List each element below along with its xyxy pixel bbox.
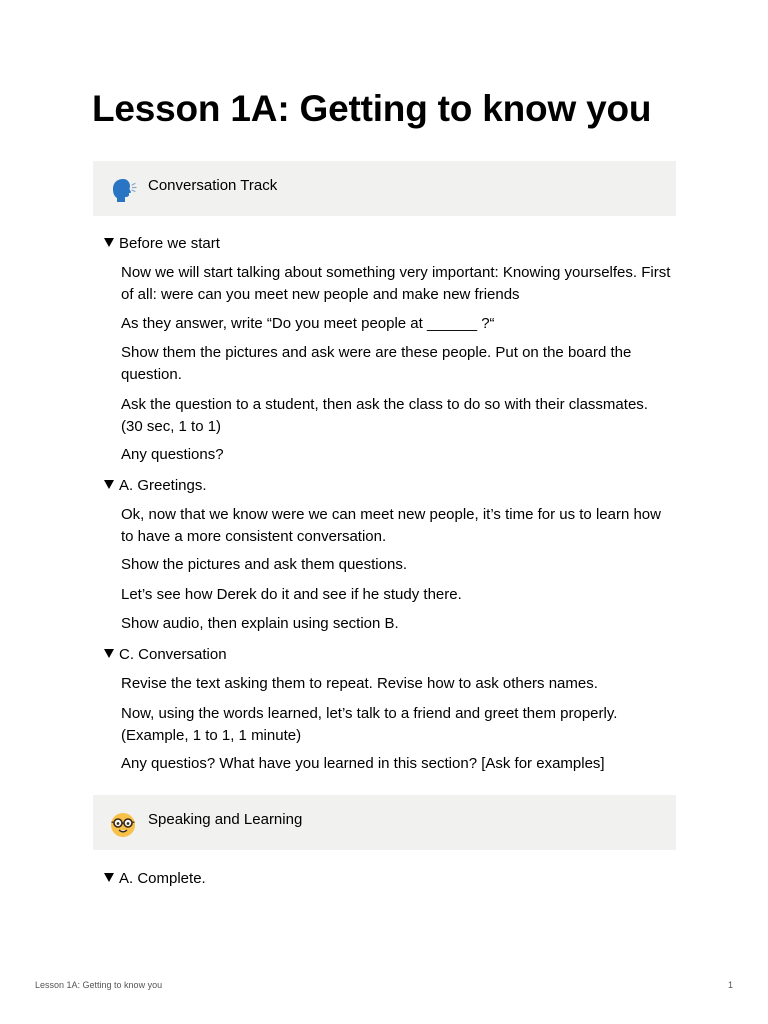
- paragraph: Show the pictures and ask them questions.: [121, 556, 407, 573]
- paragraph: Any questios? What have you learned in this section? [Ask for examples]: [121, 755, 605, 772]
- callout-label: Conversation Track: [148, 177, 278, 194]
- page-title: Lesson 1A: Getting to know you: [92, 88, 652, 129]
- toggle-triangle-icon[interactable]: [104, 238, 114, 247]
- paragraph: Show audio, then explain using section B.: [121, 615, 399, 632]
- toggle-triangle-icon[interactable]: [104, 480, 114, 489]
- speaking-head-icon: [109, 176, 137, 204]
- toggle-complete[interactable]: [104, 870, 206, 888]
- toggle-heading: A. Greetings.: [119, 477, 207, 494]
- paragraph: Ok, now that we know were we can meet new people, it’s time for us to learn how to have a more consistent conversation.: [121, 506, 661, 545]
- callout-speaking-and-learning: [93, 795, 676, 850]
- footer-page-number: 1: [727, 980, 733, 990]
- footer-doc-title: Lesson 1A: Getting to know you: [35, 980, 163, 990]
- toggle-heading: C. Conversation: [119, 646, 227, 663]
- toggle-triangle-icon[interactable]: [104, 649, 114, 658]
- paragraph: Ask the question to a student, then ask the class to do so with their classmates. (30 sec, 1 to 1): [121, 396, 648, 435]
- paragraph: Any questions?: [121, 446, 224, 463]
- paragraph: Show them the pictures and ask were are these people. Put on the board the question.: [121, 344, 632, 383]
- toggle-greetings[interactable]: [104, 477, 207, 495]
- paragraph: Now, using the words learned, let’s talk to a friend and greet them properly. (Example, 1 to 1, 1 minute): [121, 705, 618, 744]
- toggle-heading: A. Complete.: [119, 870, 206, 887]
- toggle-triangle-icon[interactable]: [104, 873, 114, 882]
- paragraph: As they answer, write “Do you meet people at ______ ?“: [121, 315, 495, 332]
- toggle-before-we-start[interactable]: [104, 235, 220, 253]
- toggle-heading: Before we start: [119, 235, 220, 252]
- callout-conversation-track: [93, 161, 676, 216]
- nerd-face-icon: [109, 810, 137, 838]
- paragraph: Now we will start talking about something very important: Knowing yourselfes. First of all: were can you meet new people and make new friends: [121, 264, 671, 303]
- toggle-conversation[interactable]: [104, 646, 227, 664]
- paragraph: Revise the text asking them to repeat. Revise how to ask others names.: [121, 675, 598, 692]
- paragraph: Let’s see how Derek do it and see if he study there.: [121, 586, 462, 603]
- callout-label: Speaking and Learning: [148, 811, 303, 828]
